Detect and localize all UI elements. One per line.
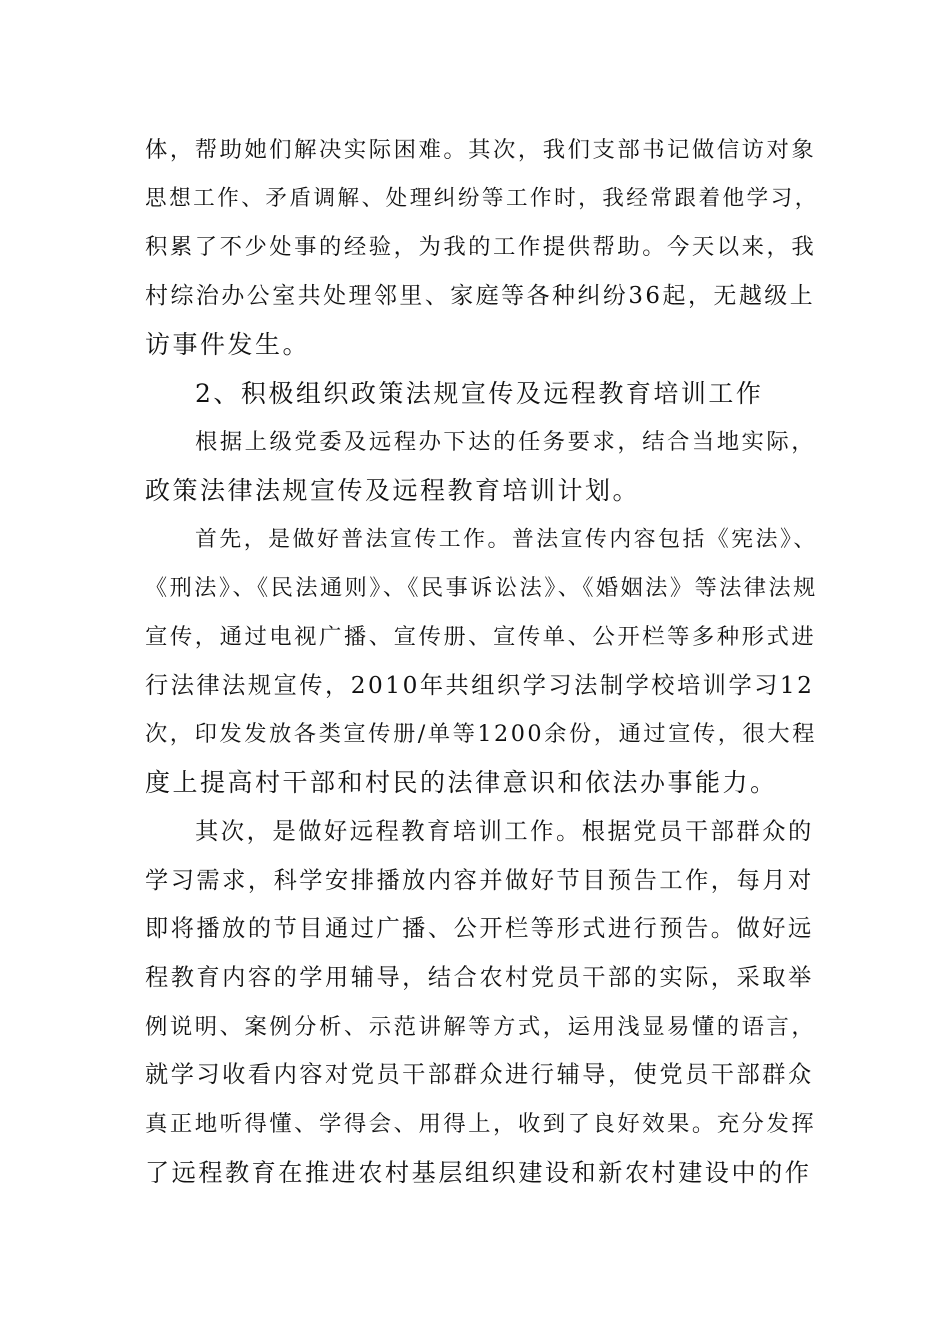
text-line: 程教育内容的学用辅导，结合农村党员干部的实际，采取举 <box>145 963 814 991</box>
text-line: 首先，是做好普法宣传工作。普法宣传内容包括《宪法》、 <box>195 526 818 552</box>
text-line: 访事件发生。 <box>145 329 311 359</box>
text-line: 《刑法》、《民法通则》、《民事诉讼法》、《婚姻法》等法律法规 <box>145 575 818 602</box>
text-line: 村综治办公室共处理邻里、家庭等各种纠纷36起，无越级上 <box>145 283 816 310</box>
paragraph-4 <box>145 808 817 1198</box>
text-line: 思想工作、矛盾调解、处理纠纷等工作时，我经常跟着他学习， <box>145 185 819 211</box>
text-line: 政策法律法规宣传及远程教育培训计划。 <box>145 475 641 505</box>
text-line: 积累了不少处事的经验，为我的工作提供帮助。今天以来，我 <box>145 234 817 261</box>
text-line: 真正地听得懂、学得会、用得上，收到了良好效果。充分发挥 <box>145 1111 817 1138</box>
paragraph-3 <box>145 516 818 808</box>
text-line: 根据上级党委及远程办下达的任务要求，结合当地实际， <box>195 429 817 456</box>
text-line: 其次，是做好远程教育培训工作。根据党员干部群众的 <box>195 817 814 845</box>
text-line: 了远程教育在推进农村基层组织建设和新农村建设中的作 <box>145 1158 812 1187</box>
text-line: 次，印发发放各类宣传册/单等1200余份，通过宣传，很大程 <box>145 721 817 748</box>
text-line: 例说明、案例分析、示范讲解等方式，运用浅显易懂的语言， <box>145 1013 817 1040</box>
body-text <box>145 126 819 1197</box>
paragraph-2 <box>145 418 817 515</box>
text-line: 体，帮助她们解决实际困难。其次，我们支部书记做信访对象 <box>145 137 817 163</box>
text-line: 行法律法规宣传，2010年共组织学习法制学校培训学习12 <box>145 671 815 699</box>
paragraph-1 <box>145 126 819 370</box>
text-line: 度上提高村干部和村民的法律意识和依法办事能力。 <box>145 768 778 798</box>
text-line: 学习需求，科学安排播放内容并做好节目预告工作，每月对 <box>145 866 814 894</box>
text-line: 就学习收看内容对党员干部群众进行辅导，使党员干部群众 <box>145 1061 814 1089</box>
section-heading <box>145 370 813 419</box>
text-line: 即将播放的节目通过广播、公开栏等形式进行预告。做好远 <box>145 915 814 943</box>
heading-line: 2、积极组织政策法规宣传及远程教育培训工作 <box>195 378 764 408</box>
text-line: 宣传，通过电视广播、宣传册、宣传单、公开栏等多种形式进 <box>145 624 817 651</box>
